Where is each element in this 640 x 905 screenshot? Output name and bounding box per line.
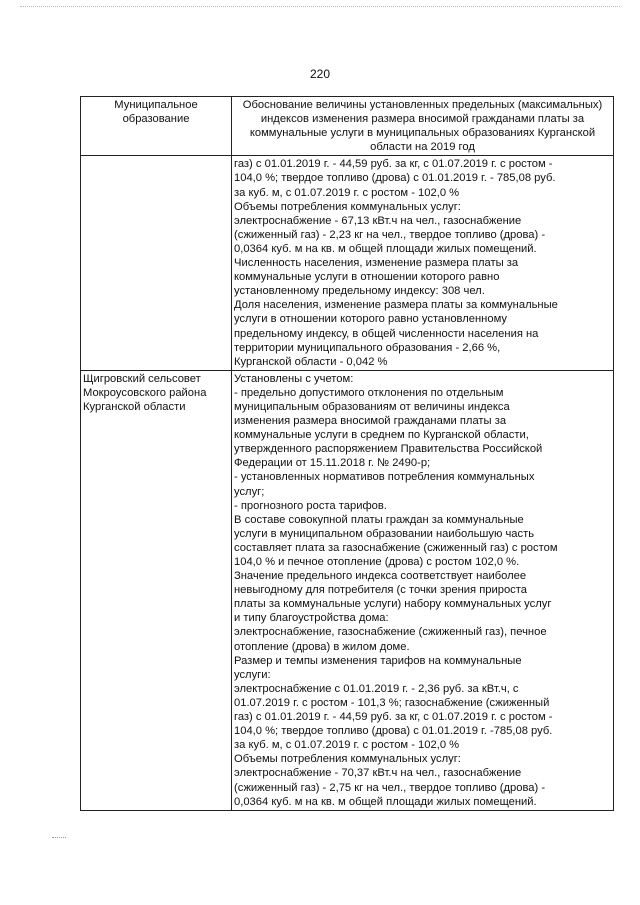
justification-line: - предельно допустимого отклонения по отдельным [234, 386, 504, 399]
justification-line: (сжиженный газ) - 2,23 кг на чел., твердое топливо (дрова) - [234, 228, 546, 241]
justification-line: Численность населения, изменение размера платы за [234, 257, 519, 270]
justification-line: - прогнозного роста тарифов. [234, 499, 387, 512]
justification-line: В составе совокупной платы граждан за коммунальные [234, 513, 524, 526]
justification-line: установленному предельному индексу: 308 чел. [234, 285, 485, 298]
justification-line: Доля населения, изменение размера платы за коммунальные [234, 299, 558, 312]
justification-line: услуги: [234, 668, 271, 681]
justification-line: газ) с 01.01.2019 г. - 44,59 руб. за кг, с 01.07.2019 г. с ростом - [234, 158, 553, 171]
justification-line: составляет плата за газоснабжение (сжиженный газ) с ростом [234, 541, 558, 554]
header-municipality: Муниципальное образование [81, 97, 232, 156]
justification-line: 104,0 % и печное отопление (дрова) с ростом 102,0 %. [234, 556, 520, 568]
justification-cell [232, 156, 614, 370]
justification-line: за куб. м, с 01.07.2019 г. с ростом - 102,0 % [234, 186, 460, 199]
justification-line: Значение предельного индекса соответствует наиболее [234, 570, 527, 583]
justification-line: услуг; [234, 485, 265, 498]
justification-line: Курганской области - 0,042 % [234, 355, 388, 368]
justification-line: - установленных нормативов потребления коммунальных [234, 471, 535, 484]
justification-line: территории муниципального образования - 2,66 %, [234, 341, 501, 354]
justification-line: 0,0364 куб. м на кв. м общей площади жилых помещений. [234, 242, 537, 255]
justification-line: коммунальные услуги в отношении которого равно [234, 271, 500, 284]
justification-line: Федерации от 15.11.2018 г. № 2490-р; [234, 457, 431, 470]
justification-line: (сжиженный газ) - 2,75 кг на чел., твердое топливо (дрова) - [234, 781, 546, 794]
municipality-cell [81, 156, 232, 370]
justification-line: платы за коммунальные услуги) набору коммунальных услуг [234, 598, 552, 611]
tariff-index-table [80, 96, 614, 811]
justification-line: услуги в муниципальном образовании наибольшую часть [234, 527, 535, 540]
justification-line: предельному индексу, в общей численности населения на [234, 327, 539, 340]
municipality-cell [81, 370, 232, 810]
justification-line: Размер и темпы изменения тарифов на коммунальные [234, 654, 522, 667]
justification-line: муниципальным образованиям от величины индекса [234, 400, 510, 413]
justification-line: услуги в отношении которого равно установленному [234, 313, 507, 326]
justification-line: отопление (дрова) в жилом доме. [234, 640, 410, 653]
justification-line: газ) с 01.01.2019 г. - 44,59 руб. за кг, с 01.07.2019 г. с ростом - [234, 711, 553, 724]
header-justification: Обоснование величины установленных предельных (максимальных) индексов изменения размера вносимой гражданами платы за коммунальные услуги в муниципальных образованиях Курганской области на 2019 год [232, 97, 614, 156]
justification-line: электроснабжение - 70,37 кВт.ч на чел., газоснабжение [234, 767, 522, 780]
justification-line: и типу благоустройства дома: [234, 612, 389, 625]
table-row [81, 156, 614, 370]
municipality-line: Курганской области [83, 400, 186, 413]
municipality-line: Щигровский сельсовет [83, 372, 201, 385]
municipality-line: Мокроусовского района [83, 386, 207, 399]
justification-line: 104,0 %; твердое топливо (дрова) с 01.01.2019 г. - 785,08 руб. [234, 172, 556, 185]
margin-mark [52, 837, 66, 839]
justification-line: Установлены с учетом: [234, 372, 354, 385]
justification-line: Объемы потребления коммунальных услуг: [234, 753, 461, 766]
justification-line: Объемы потребления коммунальных услуг: [234, 200, 461, 213]
top-scan-dots [20, 6, 620, 8]
justification-line: 104,0 %; твердое топливо (дрова) с 01.01.2019 г. -785,08 руб. [234, 725, 553, 738]
table-row [81, 370, 614, 810]
justification-line: электроснабжение - 67,13 кВт.ч на чел., газоснабжение [234, 214, 522, 227]
justification-line: электроснабжение с 01.01.2019 г. - 2,36 руб. за кВт.ч, с [234, 682, 519, 695]
justification-line: изменения размера вносимой гражданами платы за [234, 415, 507, 428]
justification-line: утвержденного распоряжением Правительства Российской [234, 443, 543, 456]
justification-line: коммунальные услуги в среднем по Курганской области, [234, 429, 529, 442]
table-header-row [81, 97, 614, 156]
justification-cell [232, 370, 614, 810]
page-number: 220 [309, 67, 331, 81]
justification-line: электроснабжение, газоснабжение (сжиженный газ), печное [234, 626, 547, 639]
justification-line: невыгодному для потребителя (с точки зрения прироста [234, 584, 527, 597]
justification-line: 0,0364 куб. м на кв. м общей площади жилых помещений. [234, 795, 537, 808]
justification-line: за куб. м, с 01.07.2019 г. с ростом - 102,0 % [234, 739, 460, 752]
justification-line: 01.07.2019 г. с ростом - 101,3 %; газоснабжение (сжиженный [234, 696, 550, 709]
